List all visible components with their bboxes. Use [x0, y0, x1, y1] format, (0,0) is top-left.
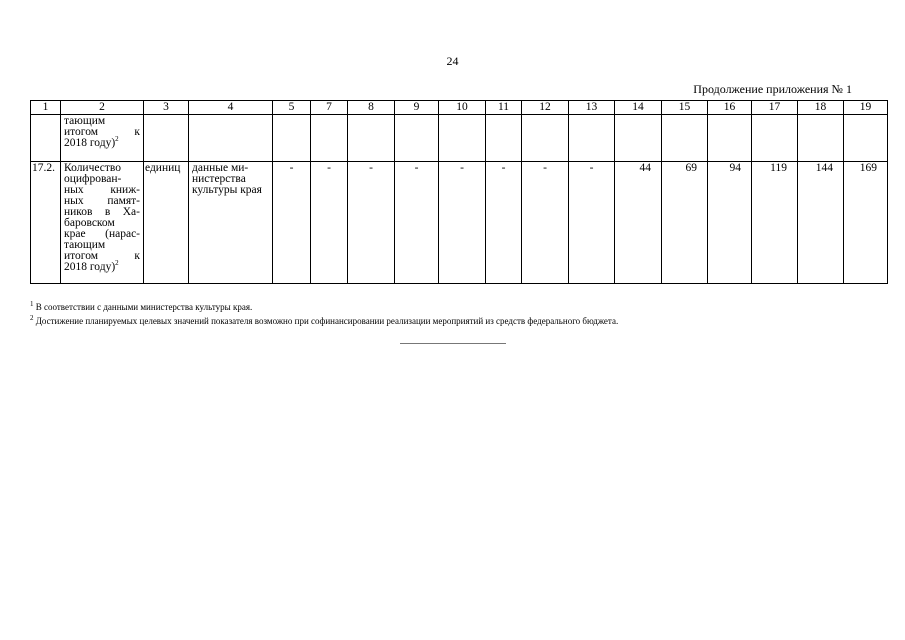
unit-cell	[144, 115, 189, 162]
name-line: ников в Ха-	[64, 206, 140, 218]
header-cell: 11	[486, 101, 522, 115]
value-cell: -	[311, 162, 348, 284]
unit-cell: единиц	[144, 162, 189, 284]
header-cell: 4	[189, 101, 273, 115]
value-cell: 69	[662, 162, 708, 284]
value-cell	[348, 115, 395, 162]
name-line: ных памят-	[64, 195, 140, 207]
value-cell	[439, 115, 486, 162]
name-line-text: итогом	[64, 126, 99, 138]
footnote-1	[30, 302, 252, 312]
value-cell	[486, 115, 522, 162]
header-cell: 3	[144, 101, 189, 115]
header-cell: 14	[615, 101, 662, 115]
header-row	[31, 101, 888, 115]
name-line-text: итогом	[64, 250, 99, 262]
name-line	[64, 259, 140, 273]
header-cell: 12	[522, 101, 569, 115]
name-line-text: 2018 году)	[64, 137, 116, 149]
value-cell	[708, 115, 752, 162]
value-cell: -	[273, 162, 311, 284]
footnote-text: В соответствии с данными министерства культуры края.	[35, 302, 253, 312]
row-number-cell: 17.2.	[31, 162, 61, 284]
value-cell	[752, 115, 798, 162]
footnote-mark: 2	[30, 314, 34, 322]
value-cell	[798, 115, 844, 162]
value-cell	[522, 115, 569, 162]
name-line: тающим	[64, 115, 106, 127]
name-line: крае (нарас-	[64, 228, 140, 240]
table-row-17-2	[31, 162, 888, 284]
table-row-continued	[31, 115, 888, 162]
header-cell: 17	[752, 101, 798, 115]
header-cell: 9	[395, 101, 439, 115]
name-line: оцифрован-	[64, 173, 122, 185]
value-cell	[273, 115, 311, 162]
value-cell	[615, 115, 662, 162]
name-line-k: к	[134, 126, 140, 138]
page-number: 24	[446, 54, 459, 68]
end-divider	[400, 343, 506, 344]
header-cell: 2	[61, 101, 144, 115]
header-cell: 1	[31, 101, 61, 115]
value-cell: 169	[844, 162, 888, 284]
value-cell: -	[348, 162, 395, 284]
footnote-ref: 2	[115, 135, 119, 144]
value-cell: -	[522, 162, 569, 284]
header-cell: 15	[662, 101, 708, 115]
value-cell	[569, 115, 615, 162]
footnote-text: Достижение планируемых целевых значений показателя возможно при софинансировании реализации мероприятий из средств федерального бюджета.	[35, 316, 619, 326]
value-cell	[311, 115, 348, 162]
indicator-name-cell	[61, 115, 144, 162]
value-cell: 44	[615, 162, 662, 284]
name-line: баровском	[64, 217, 115, 229]
header-cell: 10	[439, 101, 486, 115]
value-cell: 119	[752, 162, 798, 284]
indicator-name-cell	[61, 162, 144, 284]
header-cell: 19	[844, 101, 888, 115]
row-number-cell	[31, 115, 61, 162]
name-line: Количество	[64, 162, 121, 174]
value-cell	[662, 115, 708, 162]
header-cell: 5	[273, 101, 311, 115]
value-cell: 144	[798, 162, 844, 284]
header-cell: 7	[311, 101, 348, 115]
footnote-2	[30, 316, 618, 326]
name-line: тающим	[64, 239, 106, 251]
header-cell: 18	[798, 101, 844, 115]
name-line-k: к	[134, 250, 140, 262]
source-cell: данные ми-нистерства культуры края	[189, 162, 273, 284]
value-cell: 94	[708, 162, 752, 284]
value-cell: -	[569, 162, 615, 284]
continuation-label: Продолжение приложения № 1	[693, 82, 852, 96]
header-cell: 8	[348, 101, 395, 115]
value-cell	[844, 115, 888, 162]
name-line-text: 2018 году)	[64, 261, 116, 273]
footnote-mark: 1	[30, 300, 34, 308]
name-line: ных книж-	[64, 184, 140, 196]
header-cell: 13	[569, 101, 615, 115]
indicators-table	[30, 100, 888, 284]
value-cell: -	[486, 162, 522, 284]
source-cell	[189, 115, 273, 162]
value-cell: -	[439, 162, 486, 284]
footnote-ref: 2	[115, 259, 119, 268]
value-cell	[395, 115, 439, 162]
name-line	[64, 135, 140, 149]
value-cell: -	[395, 162, 439, 284]
header-cell: 16	[708, 101, 752, 115]
